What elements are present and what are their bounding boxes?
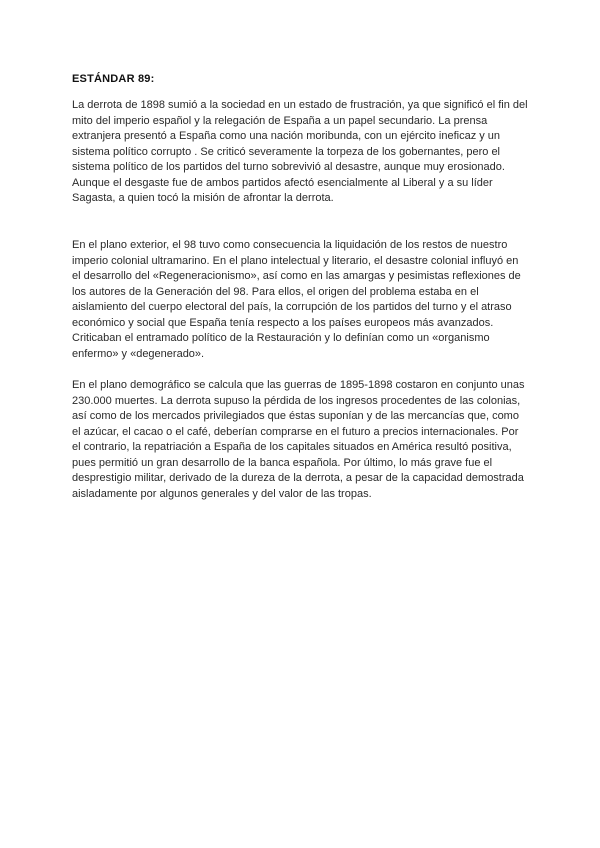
paragraph-exterior-intellectual: En el plano exterior, el 98 tuvo como consecuencia la liquidación de los restos de nuestro imperio colonial ultramarino. En el plano intelectual y literario, el desastre colonial influyó en el desarrollo del «Regeneracionismo», así como en las amargas y pesimistas reflexiones de los autores de la Generación del 98. Para ellos, el origen del problema estaba en el aislamiento del cuerpo electoral del país, la corrupción de los partidos del turno y el atraso económico y social que España tenía respecto a los países europeos más avanzados. Criticaban el entramado político de la Restauración y lo definían como un «organismo enfermo» y «degenerado». xyxy=(72,239,521,360)
paragraph-defeat-consequences: La derrota de 1898 sumió a la sociedad en un estado de frustración, ya que significó el fin del mito del imperio español y la relegación de España a un papel secundario. La prensa extranjera presentó a España como una nación moribunda, con un ejército ineficaz y un sistema político corrupto . Se criticó severamente la torpeza de los gobernantes, pero el sistema político de los partidos del turno sobrevivió al desastre, aunque muy erosionado. Aunque el desgaste fue de ambos partidos afectó esencialmente al Liberal y a su líder Sagasta, a quien tocó la misión de afrontar la derrota. xyxy=(72,99,528,204)
paragraph-demographic-economic: En el plano demográfico se calcula que las guerras de 1895-1898 costaron en conjunto unas 230.000 muertes. La derrota supuso la pérdida de los ingresos procedentes de las colonias, así como de los mercados privilegiados que éstas suponían y de las mercancías que, como el azúcar, el cacao o el café, deberían comprarse en el futuro a precios internacionales. Por el contrario, la repatriación a España de los capitales situados en América resultó positiva, pues permitió un gran desarrollo de la banca española. Por último, lo más grave fue el desprestigio militar, derivado de la dureza de la derrota, a pesar de la capacidad demostrada aisladamente por algunos generales y del valor de las tropas. xyxy=(72,379,525,500)
document-heading: ESTÁNDAR 89: xyxy=(72,73,155,85)
